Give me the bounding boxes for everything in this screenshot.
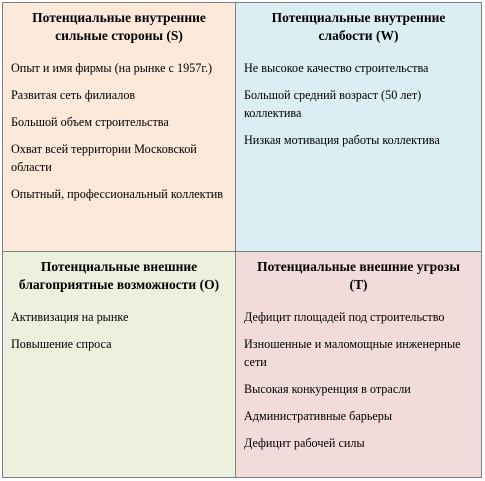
list-item: Опыт и имя фирмы (на рынке с 1957г.) [11, 61, 213, 75]
list-item: Большой средний возраст (50 лет) коллектива [244, 88, 422, 120]
list-item: Развитая сеть филиалов [11, 88, 136, 102]
weaknesses-quadrant [236, 3, 481, 252]
list-item: Активизация на рынке [11, 310, 129, 324]
list-item: Не высокое качество строительства [244, 61, 429, 75]
list-item: Большой объем строительства [11, 115, 169, 129]
threats-list [244, 308, 473, 452]
list-item: Опытный, профессиональный коллектив [11, 187, 224, 201]
list-item: Изношенные и маломощные инженерные сети [244, 337, 461, 369]
list-item: Дефицит площадей под строительство [244, 310, 445, 324]
opportunities-title: Потенциальные внешние благоприятные возможности (O) [18, 259, 220, 292]
weaknesses-title: Потенциальные внутренние слабости (W) [271, 10, 446, 43]
swot-matrix [2, 2, 482, 478]
list-item: Дефицит рабочей силы [244, 436, 365, 450]
list-item: Низкая мотивация работы коллектива [244, 133, 440, 147]
threats-title: Потенциальные внешние угрозы (T) [257, 259, 460, 292]
strengths-title: Потенциальные внутренние сильные стороны (S) [32, 10, 206, 43]
list-item: Высокая конкуренция в отрасли [244, 382, 411, 396]
list-item: Охват всей территории Московской области [11, 142, 197, 174]
list-item: Административные барьеры [244, 409, 393, 423]
opportunities-list [11, 308, 227, 353]
weaknesses-list [244, 59, 473, 149]
threats-quadrant [236, 252, 481, 477]
strengths-list [11, 59, 227, 203]
opportunities-quadrant [3, 252, 236, 477]
list-item: Повышение спроса [11, 337, 112, 351]
strengths-quadrant [3, 3, 236, 252]
